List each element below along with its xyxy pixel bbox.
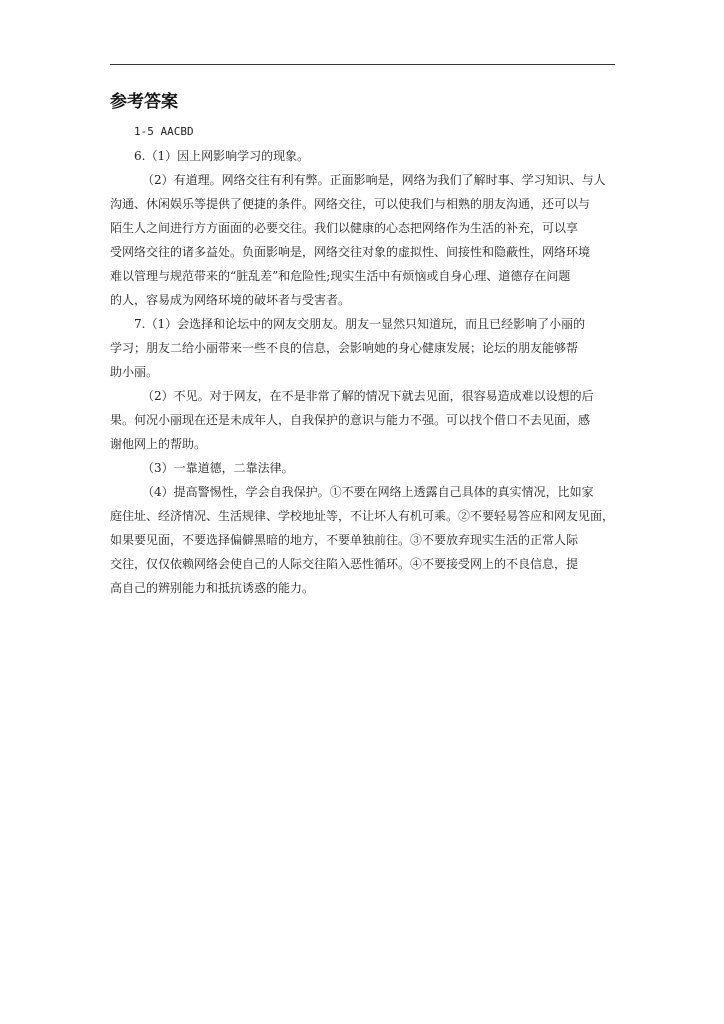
answer-7-4-line: （4）提高警惕性，学会自我保护。①不要在网络上透露自己具体的真实情况，比如家 bbox=[142, 485, 594, 499]
answer-7-4-line: 如果要见面，不要选择偏僻黑暗的地方，不要单独前往。③不要放弃现实生活的正常人际 bbox=[110, 533, 579, 547]
answer-7-2-line: （2）不见。对于网友，在不是非常了解的情况下就去见面，很容易造成难以设想的后 bbox=[142, 389, 594, 403]
header-rule bbox=[110, 64, 615, 65]
answer-6-2-line: 受网络交往的诸多益处。负面影响是，网络交往对象的虚拟性、间接性和隐蔽性，网络环境 bbox=[110, 245, 591, 259]
answer-6-2-line: 难以管理与规范带来的“脏乱差”和危险性;现实生活中有烦恼或自身心理、道德存在问题 bbox=[110, 269, 571, 283]
answer-6-2-line: 沟通、休闲娱乐等提供了便捷的条件。网络交往，可以使我们与相熟的朋友沟通，还可以与 bbox=[110, 197, 591, 211]
section-heading: 参考答案 bbox=[110, 92, 178, 112]
answer-7-1-line: 学习；朋友二给小丽带来一些不良的信息，会影响她的身心健康发展；论坛的朋友能够帮 bbox=[110, 341, 579, 355]
answer-7-2-line: 果。何况小丽现在还是未成年人，自我保护的意识与能力不强。可以找个借口不去见面，感 bbox=[110, 413, 591, 427]
answer-6-2-line: 陌生人之间进行方方面面的必要交往。我们以健康的心态把网络作为生活的补充，可以享 bbox=[110, 221, 579, 235]
answer-7-1-line: 助小丽。 bbox=[110, 365, 159, 379]
answer-7-4-line: 庭住址、经济情况、生活规律、学校地址等，不让坏人有机可乘。②不要轻易答应和网友见面， bbox=[110, 509, 615, 523]
answer-7-4-line: 交往，仅仅依赖网络会使自己的人际交往陷入恶性循环。④不要接受网上的不良信息，提 bbox=[110, 557, 579, 571]
answer-7-3: （3）一靠道德，二靠法律。 bbox=[142, 461, 294, 475]
answer-7-4-line: 高自己的辨别能力和抵抗诱惑的能力。 bbox=[110, 581, 315, 595]
answer-6-2-line: 的人，容易成为网络环境的破坏者与受害者。 bbox=[110, 293, 351, 307]
answer-section bbox=[110, 90, 615, 600]
answer-7-2-line: 谢他网上的帮助。 bbox=[110, 437, 207, 451]
answer-1-5: 1-5 AACBD bbox=[134, 125, 194, 138]
answer-6-2-line: （2）有道理。网络交往有利有弊。正面影响是，网络为我们了解时事、学习知识、与人 bbox=[142, 173, 606, 187]
answer-7-1-line: 7.（1）会选择和论坛中的网友交朋友。朋友一显然只知道玩，而且已经影响了小丽的 bbox=[134, 317, 586, 331]
answer-6-1: 6.（1）因上网影响学习的现象。 bbox=[134, 149, 310, 163]
